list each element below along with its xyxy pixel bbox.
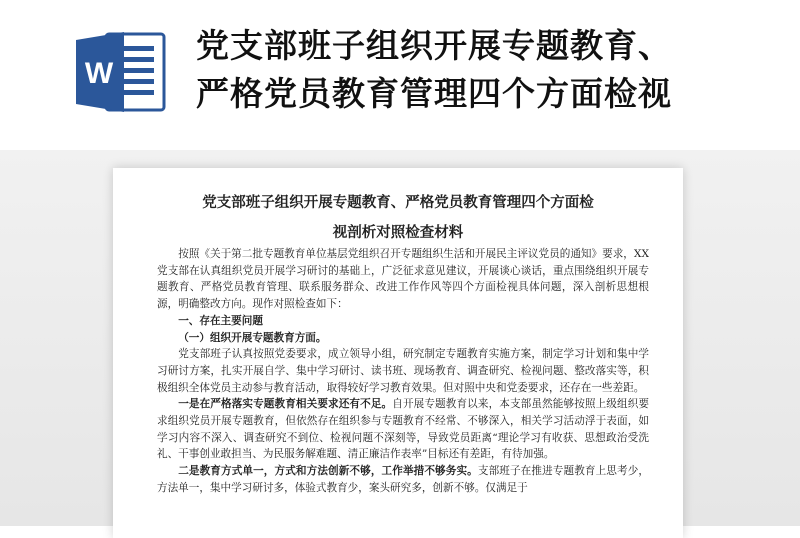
paragraph-point-one (157, 396, 649, 463)
banner-title-line-2: 严格党员教育管理四个方面检视 (196, 74, 672, 113)
document-title-line-1: 党支部班子组织开展专题教育、严格党员教育管理四个方面检 (202, 194, 594, 211)
subsection-heading: （一）组织开展专题教育方面。 (178, 331, 327, 344)
point-two-text: 支部班子在推进专题教育上思考少，方法单一，集中学习研讨多，体验式教育少，案头研究多，创新不够。仅满足于 (157, 465, 650, 494)
document-page (113, 168, 683, 538)
point-one-text: 自开展专题教育以来，本支部虽然能够按照上级组织要求组织党员开展专题教育，但依然存在组织参与专题教育不经常、不够深入，相关学习活动浮于表面，如学习内容不深入、调查研究不到位、检视问题不深刻等，导致党员距离“理论学习有收获、思想政治受洗礼、干事创业敢担当、为民服务解难题、清正廉洁作表率”目标还有差距，有待加强。 (157, 398, 650, 461)
document-body (157, 246, 649, 497)
banner-title (196, 22, 786, 118)
paragraph-point-two (157, 463, 649, 496)
word-icon (76, 30, 168, 114)
word-icon-letter: W (84, 57, 114, 90)
point-one-lead: 一是在严格落实专题教育相关要求还有不足。 (178, 398, 393, 411)
document-title-line-2: 视剖析对照检查材料 (332, 224, 464, 241)
document-title (133, 188, 663, 248)
banner (0, 0, 800, 150)
paragraph-overview: 党支部班子认真按照党委要求，成立领导小组，研究制定专题教育实施方案，制定学习计划和集中学习研讨方案，扎实开展自学、集中学习研讨、读书班、现场教育、调查研究、检视问题、整改落实等，积极组织全体党员主动参与教育活动，取得较好学习教育效果。但对照中央和党委要求，还存在一些差距。 (157, 348, 649, 394)
point-two-lead: 二是教育方式单一，方式和方法创新不够，工作举措不够务实。 (178, 465, 478, 478)
section-heading: 一、存在主要问题 (178, 314, 263, 327)
paragraph-intro: 按照《关于第二批专题教育单位基层党组织召开专题组织生活和开展民主评议党员的通知》要求，XX 党支部在认真组织党员开展学习研讨的基础上，广泛征求意见建议，开展谈心谈话，重点围绕组织开展专题教育、严格党员教育管理、联系服务群众、改进工作作风等四个方面检视具体问题，深入剖析思想根源，明确整改方向。现作对照检查如下： (157, 248, 649, 311)
banner-title-line-1: 党支部班子组织开展专题教育、 (196, 26, 672, 65)
